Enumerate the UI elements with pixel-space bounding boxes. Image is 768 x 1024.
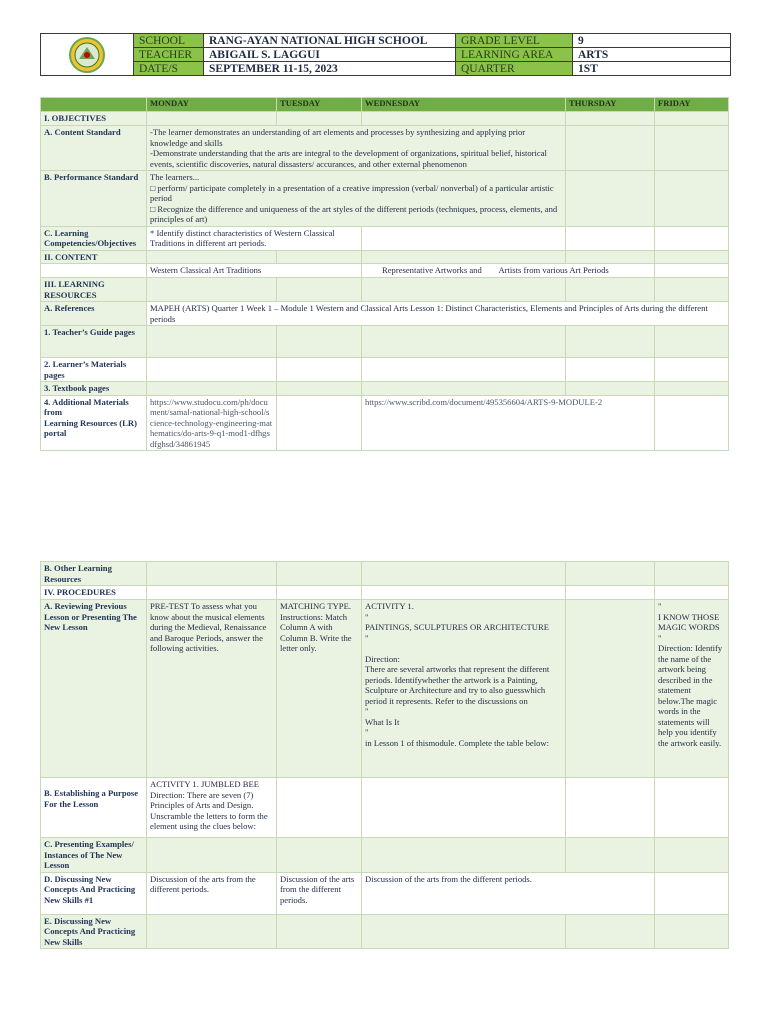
- day-header-blank: [41, 98, 147, 112]
- school-label: SCHOOL: [134, 34, 204, 48]
- competencies-label: C. Learning Competencies/Objectives: [41, 226, 147, 250]
- day-thursday: THURSDAY: [566, 98, 655, 112]
- references-text: MAPEH (ARTS) Quarter 1 Week 1 – Module 1 Western and Classical Arts Lesson 1: Distinct Characteristics, Elements and Principles of Arts during the different periods: [147, 302, 729, 326]
- procedures-row: [41, 586, 729, 600]
- learning-resources-heading: III. LEARNING RESOURCES: [41, 278, 147, 302]
- objectives-row: [41, 112, 729, 126]
- discussing-1-label: D. Discussing New Concepts And Practicing New Skills #1: [41, 872, 147, 914]
- procedures-heading: IV. PROCEDURES: [41, 586, 147, 600]
- school-name: RANG-AYAN NATIONAL HIGH SCHOOL: [204, 34, 456, 48]
- learning-area-label: LEARNING AREA: [456, 48, 573, 62]
- learning-resources-row: [41, 278, 729, 302]
- reviewing-monday: PRE-TEST To assess what you know about the musical elements during the Medieval, Renaissance and Baroque Periods, answer the following activities.: [147, 600, 277, 778]
- teachers-guide-row: [41, 326, 729, 358]
- discussing-1-tuesday: Discussion of the arts from the different periods.: [277, 872, 362, 914]
- learners-materials-label: 2. Learner’s Materials pages: [41, 358, 147, 382]
- day-wednesday: WEDNESDAY: [362, 98, 566, 112]
- presenting-examples-label: C. Presenting Examples/ Instances of The New Lesson: [41, 838, 147, 873]
- references-row: [41, 302, 729, 326]
- additional-link-monday[interactable]: https://www.studocu.com/ph/document/samal-national-high-school/science-technology-engineering-mathematics/do-arts-9-q1-mod1-dfhgsdfghsd/34861945: [147, 395, 277, 451]
- quarter-value: 1ST: [573, 62, 731, 76]
- additional-link-wednesday[interactable]: https://www.scribd.com/document/495356604/ARTS-9-MODULE-2: [362, 395, 655, 451]
- establishing-purpose-row: [41, 778, 729, 838]
- grade-level-value: 9: [573, 34, 731, 48]
- establishing-monday: ACTIVITY 1. JUMBLED BEE Direction: There are seven (7) Principles of Arts and Design. Unscramble the letters to form the element using the clues below:: [147, 778, 277, 838]
- day-tuesday: TUESDAY: [277, 98, 362, 112]
- content-standard-row: [41, 126, 729, 171]
- quarter-label: QUARTER: [456, 62, 573, 76]
- additional-materials-row: [41, 395, 729, 451]
- establishing-purpose-label: B. Establishing a Purpose For the Lesson: [41, 778, 147, 838]
- other-resources-label: B. Other Learning Resources: [41, 562, 147, 586]
- competencies-row: [41, 226, 729, 250]
- reviewing-wednesday: ACTIVITY 1. " PAINTINGS, SCULPTURES OR ARCHITECTURE " Direction: There are several artworks that represent the different periods. Identifywhether the artwork is a Painting, Sculpture or Architecture and try to also guesswhich period it represents. Refer to the discussions on " What Is It " in Lesson 1 of thismodule. Complete the table below:: [362, 600, 566, 778]
- discussing-1-row: [41, 872, 729, 914]
- content-heading-row: [41, 250, 729, 264]
- performance-standard-text: The learners... □ perform/ participate completely in a presentation of a creative impression (verbal/ nonverbal) of a particular artistic period □ Recognize the difference and uniqueness of the art styles of the different periods (techniques, process, elements, and principles of art): [147, 171, 566, 227]
- teacher-name: ABIGAIL S. LAGGUI: [204, 48, 456, 62]
- teachers-guide-label: 1. Teacher’s Guide pages: [41, 326, 147, 358]
- school-logo-cell: [41, 34, 134, 76]
- discussing-2-label: E. Discussing New Concepts And Practicing New Skills: [41, 914, 147, 949]
- reviewing-friday: " I KNOW THOSE MAGIC WORDS " Direction: Identify the name of the artwork being described in the statement below.The magic words in the statements will help you identify the artwork easily.: [655, 600, 729, 778]
- day-header-row: [41, 98, 729, 112]
- presenting-examples-row: [41, 838, 729, 873]
- content-standard-text: -The learner demonstrates an understanding of art elements and processes by synthesizing and applying prior knowledge and skills -Demonstrate understanding that the arts are integral to the development of organizations, spiritual belief, historical events, scientific discoveries, natural dissasters/ accurances, and other external phenomenon: [147, 126, 566, 171]
- discussing-1-wednesday: Discussion of the arts from the different periods.: [362, 872, 655, 914]
- content-standard-label: A. Content Standard: [41, 126, 147, 171]
- performance-standard-row: [41, 171, 729, 227]
- references-label: A. References: [41, 302, 147, 326]
- discussing-2-row: [41, 914, 729, 949]
- day-monday: MONDAY: [147, 98, 277, 112]
- performance-standard-label: B. Performance Standard: [41, 171, 147, 227]
- content-heading: II. CONTENT: [41, 250, 147, 264]
- day-friday: FRIDAY: [655, 98, 729, 112]
- school-header-table: [40, 33, 731, 76]
- learners-materials-row: [41, 358, 729, 382]
- content-topic-row: [41, 264, 729, 278]
- other-resources-row: [41, 562, 729, 586]
- dates-label: DATE/S: [134, 62, 204, 76]
- lesson-log-table-part1: [40, 97, 729, 451]
- textbook-label: 3. Textbook pages: [41, 382, 147, 396]
- reviewing-lesson-row: [41, 600, 729, 778]
- reviewing-tuesday: MATCHING TYPE. Instructions: Match Column A with Column B. Write the letter only.: [277, 600, 362, 778]
- reviewing-lesson-label: A. Reviewing Previous Lesson or Presenting The New Lesson: [41, 600, 147, 778]
- teacher-label: TEACHER: [134, 48, 204, 62]
- content-topic-a: Western Classical Art Traditions: [147, 264, 362, 278]
- textbook-row: [41, 382, 729, 396]
- lesson-log-table-part2: [40, 561, 729, 949]
- content-topic-b: Representative Artworks and Artists from various Art Periods: [362, 264, 655, 278]
- discussing-1-monday: Discussion of the arts from the different periods.: [147, 872, 277, 914]
- competencies-text: * Identify distinct characteristics of Western Classical Traditions in different art periods.: [147, 226, 362, 250]
- school-seal-icon: [67, 36, 107, 74]
- additional-materials-label: 4. Additional Materials from Learning Resources (LR) portal: [41, 395, 147, 451]
- objectives-heading: I. OBJECTIVES: [41, 112, 147, 126]
- dates-value: SEPTEMBER 11-15, 2023: [204, 62, 456, 76]
- grade-level-label: GRADE LEVEL: [456, 34, 573, 48]
- learning-area-value: ARTS: [573, 48, 731, 62]
